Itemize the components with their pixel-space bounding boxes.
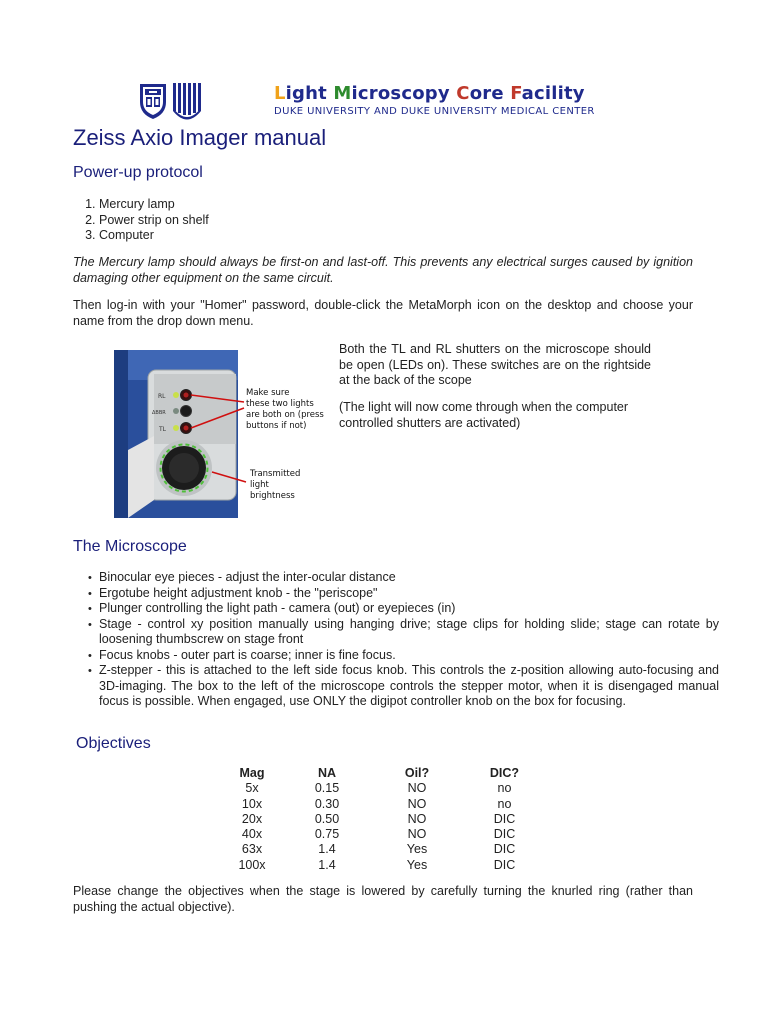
brightness-annotation: Transmitted light brightness [250,469,301,501]
power-up-heading: Power-up protocol [73,164,203,181]
table-cell: 0.50 [314,811,340,826]
objectives-heading: Objectives [76,735,151,752]
list-item: 1. Mercury lamp [99,197,209,213]
table-row [222,781,547,796]
table-cell: 0.75 [314,827,340,842]
facility-brand [274,83,595,117]
mercury-lamp-warning: The Mercury lamp should always be first-on and last-off. This prevents any electrical surges caused by ignition damaging other equipment on the same circuit. [73,255,693,285]
column-header: DIC? [489,766,520,780]
list-item: • Plunger controlling the light path - camera (out) or eyepieces (in) [99,601,719,617]
table-row [222,812,547,827]
table-cell: 5x [245,781,259,796]
table-cell: no [497,781,512,796]
power-up-steps [73,197,209,244]
shutter-instructions: Both the TL and RL shutters on the microscope should be open (LEDs on). These switches are on the rightside at the back of the scope [339,342,651,387]
microscope-heading: The Microscope [73,538,187,555]
list-item: • Focus knobs - outer part is coarse; inner is fine focus. [99,648,719,664]
table-row [222,842,547,857]
facility-name [274,83,595,104]
table-cell: 63x [241,842,263,857]
brand-word-part: ight [285,83,334,104]
table-row [222,797,547,812]
table-cell: 1.4 [318,857,336,872]
table-cell: 0.30 [314,796,340,811]
table-cell: DIC [493,857,516,872]
brand-letter-m: M [333,83,352,104]
table-cell: DIC [493,811,516,826]
table-cell: DIC [493,842,516,857]
table-cell: 0.15 [314,781,340,796]
facility-subtitle: DUKE UNIVERSITY AND DUKE UNIVERSITY MEDICAL CENTER [274,106,595,117]
list-item: 3. Computer [99,228,209,244]
table-cell: Yes [406,842,428,857]
table-cell: 100x [238,857,266,872]
brand-letter-c: C [456,83,470,104]
table-row [222,827,547,842]
tl-label: TL [159,426,167,433]
table-cell: 40x [241,827,263,842]
brand-letter-f: F [510,83,522,104]
list-item: • Stage - control xy position manually using hanging drive; stage clips for holding slide; stage can rotate by loosening thumbscrew on stage front [99,617,719,648]
table-header-row [222,766,547,781]
table-cell: NO [407,827,427,842]
table-cell: NO [407,781,427,796]
list-item: • Binocular eye pieces - adjust the inter-ocular distance [99,570,719,586]
brand-letter-l: L [274,83,286,104]
table-cell: 20x [241,811,263,826]
objectives-table [222,766,547,873]
table-cell: NO [407,796,427,811]
column-header: Mag [239,766,265,780]
shutter-note: (The light will now come through when the computer controlled shutters are activated) [339,400,629,430]
table-cell: 1.4 [318,842,336,857]
led-label: ΔBBR [152,410,166,416]
page-title: Zeiss Axio Imager manual [73,125,327,150]
brand-word-part: ore [469,83,511,104]
microscope-panel-photo [114,350,338,518]
list-item: 2. Power strip on shelf [99,213,209,229]
brand-word-part: acility [521,83,585,104]
table-row [222,858,547,873]
list-item: • Z-stepper - this is attached to the left side focus knob. This controls the z-position allowing auto-focusing and 3D-imaging. The box to the left of the microscope controls the stepper motor, when it is disengaged manual focus is possible. When engaged, use ONLY the digipot controller knob on the box for focusing. [99,663,719,710]
lights-annotation: Make sure these two lights are both on (press buttons if not) [246,388,324,431]
brand-word-part: icroscopy [351,83,457,104]
table-cell: DIC [493,827,516,842]
duke-logo [137,80,203,120]
objective-change-note: Please change the objectives when the stage is lowered by carefully turning the knurled ring (rather than pushing the actual objective). [73,884,693,914]
list-item: • Ergotube height adjustment knob - the "periscope" [99,586,719,602]
table-cell: Yes [406,857,428,872]
table-cell: no [497,796,512,811]
microscope-parts-list [73,570,719,710]
login-instructions: Then log-in with your "Homer" password, double-click the MetaMorph icon on the desktop and choose your name from the drop down menu. [73,298,693,328]
table-cell: 10x [241,796,263,811]
column-header: Oil? [404,766,430,780]
table-cell: NO [407,811,427,826]
column-header: NA [317,766,337,780]
rl-label: RL [158,393,166,400]
